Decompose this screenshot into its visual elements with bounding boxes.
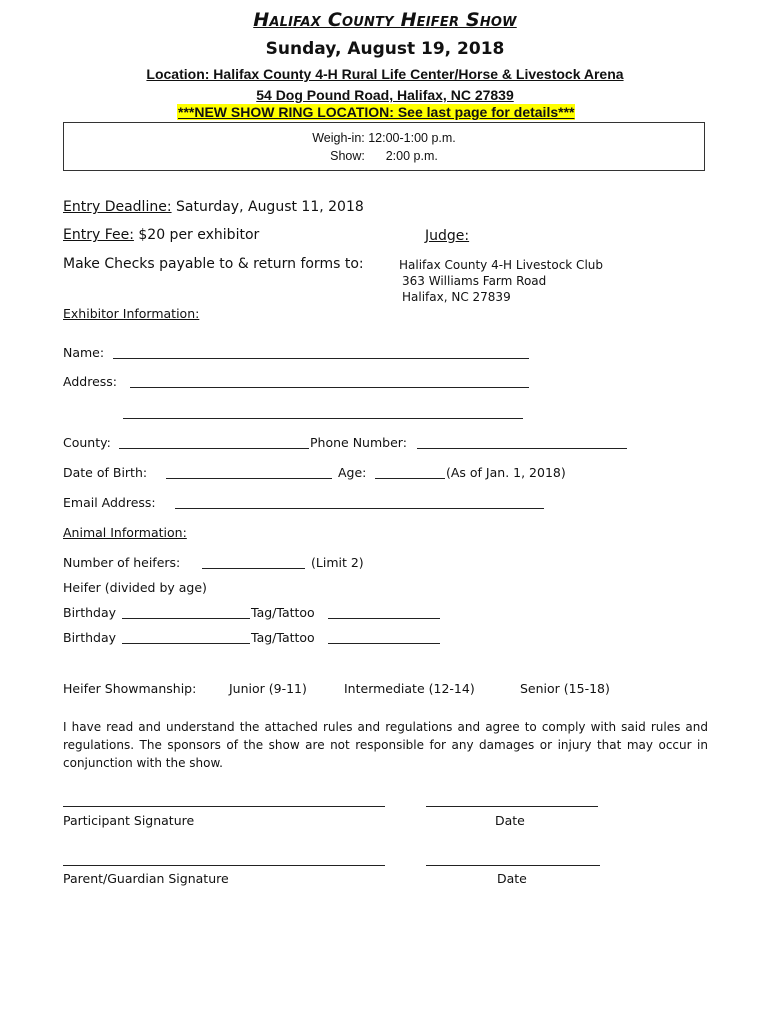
- location-line-1: Location: Halifax County 4-H Rural Life Center/Horse & Livestock Arena: [146, 66, 624, 82]
- tag-label-2: Tag/Tattoo: [251, 630, 315, 645]
- payee-name: Halifax County 4-H Livestock Club: [399, 258, 603, 272]
- show-time: Show: 2:00 p.m.: [330, 149, 438, 163]
- participant-signature-line[interactable]: [63, 806, 385, 807]
- schedule-box: [63, 122, 705, 171]
- show-date: Sunday, August 19, 2018: [265, 39, 505, 59]
- tag-field-2[interactable]: [328, 643, 440, 644]
- entry-fee-label: Entry Fee:: [63, 227, 134, 243]
- location-line-2: 54 Dog Pound Road, Halifax, NC 27839: [256, 87, 514, 103]
- participant-date-label: Date: [495, 813, 525, 828]
- email-field[interactable]: [175, 508, 544, 509]
- age-label: Age:: [338, 465, 367, 480]
- parent-date-line[interactable]: [426, 865, 600, 866]
- num-heifers-field[interactable]: [202, 568, 305, 569]
- entry-fee-value: $20 per exhibitor: [133, 227, 260, 243]
- heifer-divided-label: Heifer (divided by age): [63, 580, 207, 595]
- entry-fee: [63, 227, 259, 243]
- address-label: Address:: [63, 374, 117, 389]
- dob-field[interactable]: [166, 478, 332, 479]
- entry-deadline-label: Entry Deadline:: [63, 199, 172, 215]
- showmanship-senior[interactable]: Senior (15-18): [520, 681, 610, 696]
- birthday-label-1: Birthday: [63, 605, 117, 620]
- dob-label: Date of Birth:: [63, 465, 148, 480]
- showmanship-junior[interactable]: Junior (9-11): [229, 681, 307, 696]
- limit-note: (Limit 2): [311, 555, 364, 570]
- new-location-notice: ***NEW SHOW RING LOCATION: See last page for details***: [178, 104, 575, 120]
- agreement-text: I have read and understand the attached rules and regulations and agree to comply with said rules and regulations. The sponsors of the show are not responsible for any damages or injury that may occur in conjunction with the show.: [63, 720, 708, 770]
- age-note: (As of Jan. 1, 2018): [446, 465, 566, 480]
- county-field[interactable]: [119, 448, 309, 449]
- parent-signature-label: Parent/Guardian Signature: [63, 871, 229, 886]
- participant-date-line[interactable]: [426, 806, 598, 807]
- form-title: Halifax County Heifer Show: [253, 9, 517, 31]
- parent-signature-line[interactable]: [63, 865, 385, 866]
- address-field-line-2[interactable]: [123, 418, 523, 419]
- birthday-field-1[interactable]: [122, 618, 250, 619]
- entry-deadline-value: Saturday, August 11, 2018: [171, 199, 364, 215]
- name-label: Name:: [63, 345, 105, 360]
- email-label: Email Address:: [63, 495, 156, 510]
- phone-label: Phone Number:: [310, 435, 407, 450]
- parent-date-label: Date: [497, 871, 527, 886]
- tag-label-1: Tag/Tattoo: [251, 605, 315, 620]
- checks-payable-label: Make Checks payable to & return forms to:: [63, 256, 364, 272]
- judge-label: Judge:: [425, 228, 470, 244]
- phone-field[interactable]: [417, 448, 627, 449]
- num-heifers-label: Number of heifers:: [63, 555, 181, 570]
- animal-section-label: Animal Information:: [63, 525, 187, 540]
- tag-field-1[interactable]: [328, 618, 440, 619]
- showmanship-intermediate[interactable]: Intermediate (12-14): [344, 681, 475, 696]
- address-field-line-1[interactable]: [130, 387, 529, 388]
- name-field[interactable]: [113, 358, 529, 359]
- weigh-in-time: Weigh-in: 12:00-1:00 p.m.: [312, 131, 456, 145]
- entry-deadline: [63, 199, 364, 215]
- county-label: County:: [63, 435, 111, 450]
- participant-signature-label: Participant Signature: [63, 813, 195, 828]
- birthday-field-2[interactable]: [122, 643, 250, 644]
- birthday-label-2: Birthday: [63, 630, 117, 645]
- exhibitor-section-label: Exhibitor Information:: [63, 306, 200, 321]
- showmanship-label: Heifer Showmanship:: [63, 681, 197, 696]
- payee-city: Halifax, NC 27839: [402, 290, 511, 304]
- age-field[interactable]: [375, 478, 445, 479]
- payee-street: 363 Williams Farm Road: [402, 274, 547, 288]
